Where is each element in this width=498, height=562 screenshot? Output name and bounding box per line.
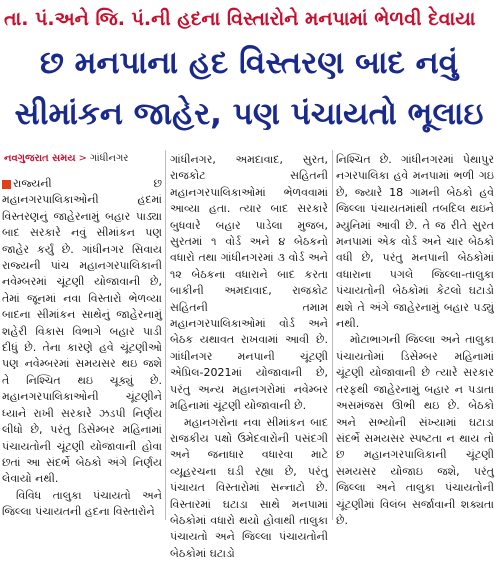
article-column-1 (2, 176, 162, 526)
kicker-headline: તા. પં.અને જિ. પં.ની હદના વિસ્તારોને મનપામાં ભેળવી દેવાયા (4, 2, 494, 36)
paragraph-text: રાજ્યની છ મહાનગરપાલિકાઓની હદમાં વિસ્તરણનું જાહેરનામું બહાર પાડ્યા બાદ સરકારે નવું સીમાંકન પણ જાહેર કર્યું છે. ગાંધીનગર સિવાય રાજ્યની પાંચ મહાનગરપાલિકાની નવેમ્બરમાં ચૂંટણી યોજાવાની છે, તેમાં જૂનમાં નવા વિસ્તારો ભેળવ્યા બાદના સીમાંકન સાથેનું જાહેરનામું શહેરી વિકાસ વિભાગે બહાર પાડી દીધું છે. તેના કારણે હવે ચૂંટણીઓ પણ નવેમ્બરમાં સમયસર થઇ જશે તે નિશ્ચિત થઇ ચૂક્યું છે. મહાનગરપાલિકાઓની ચૂંટણીને ધ્યાને રાખી સરકારે ઝડપી નિર્ણય લીધો છે, પરંતુ ડિસેમ્બર મહિનામાં પંચાયતોની ચૂંટણી યોજાવાની હોવા છતાં આ સંદર્ભે બેઠકો અંગે નિર્ણય લેવાયો નથી. (2, 177, 162, 485)
paragraph: મોટાભાગની જિલ્લા અને તાલુકા પંચાયતોમાં ડિસેમ્બર મહિનામાં ચૂંટણી યોજાવાની છે ત્યારે સરકાર તરફથી જાહેરનામું બહાર ન પડાતા અસમંજસ ઊભી થઇ છે. બેઠકો અને સભ્યોની સંખ્યામાં ઘટાડા સંદર્ભે સમયસર સ્પષ્ટતા ન થાય તો છ મહાનગરપાલિકાની ચૂંટણી સમયસર યોજાઇ જશે, પરંતુ જિલ્લા અને તાલુકા પંચાયતોની ચૂંટણીમાં વિલંબ સર્જાવાની શક્યતા છે. (336, 332, 494, 529)
byline-location: ગાંધીનગર (90, 153, 129, 164)
paragraph-marker-icon (2, 180, 11, 189)
paragraph: વિવિધ તાલુકા પંચાયતો અને જિલ્લા પંચાયતની હદના વિસ્તારોને (2, 488, 162, 521)
article-column-3 (336, 152, 494, 522)
byline-source: નવગુજરાત સમય (4, 153, 76, 164)
column-divider (165, 150, 166, 520)
byline (4, 150, 164, 168)
article-column-2 (170, 152, 328, 522)
paragraph: નિશ્ચિત છે. ગાંધીનગરમાં પેથાપુર નગરપાલિકા હવે મનપામાં ભળી ગઇ છે, જ્યારે 18 ગામની બેઠકો હવે જિલ્લા પંચાયતમાંથી તબદિલ થઇને મ્યુનિમાં આવી છે. તે જ રીતે સુરત મનપામાં એક વોર્ડ અને ચાર બેઠકો વધી છે, પરંતુ મનપાની બેઠકોમાં વધારાના પગલે જિલ્લા-તાલુકા પંચાયતોની બેઠકોમાં કેટલો ઘટાડો થશે તે અંગે જાહેરનામું બહાર પડ્યું નથી. (336, 152, 494, 332)
byline-separator: > (79, 153, 87, 164)
paragraph (2, 176, 162, 488)
main-headline-line-1: છ મનપાના હદ વિસ્તરણ બાદ નવું (4, 38, 494, 89)
paragraph: મહાનગરોના નવા સીમાંકન બાદ રાજકીય પક્ષો ઉમેદવારોની પસંદગી અને જનાધાર વધારવા માટે વ્યૂહરચના ઘડી રહ્યા છે, પરંતુ પંચાયત વિસ્તારોમાં સન્નાટો છે. વિસ્તારમાં ઘટાડા સાથે મનપામાં બેઠકોમાં વધારો થયો હોવાથી તાલુકા પંચાયતો અને જિલ્લા પંચાયતોની બેઠકોમાં ઘટાડો (170, 415, 328, 562)
paragraph: ગાંધીનગર, અમદાવાદ, સુરત, રાજકોટ સહિતની મહાનગરપાલિકાઓમાં ભેળવવામાં આવ્યા હતા. ત્યાર બાદ સરકારે બુધવારે બહાર પાડેલા મુજબ, સુરતમાં ૧ વોર્ડ અને ૪ બેઠકનો વધારો તથા ગાંધીનગરમાં ૩ વોર્ડ અને ૧૨ બેઠકના વધારાને બાદ કરતા બાકીની અમદાવાદ, રાજકોટ સહિતની તમામ મહાનગરપાલિકાઓમાં વોર્ડ અને બેઠક યથાવત રાખવામાં આવી છે. ગાંધીનગર મનપાની ચૂંટણી એપ્રિલ-2021માં યોજાવાની છે, પરંતુ અન્ય મહાનગરોમાં નવેમ્બર મહિનામાં ચૂંટણી યોજાવાની છે. (170, 152, 328, 415)
column-divider (332, 150, 333, 520)
main-headline-line-2: સીમાંકન જાહેર, પણ પંચાયતો ભૂલાઇ (4, 89, 494, 140)
main-headline (4, 38, 494, 140)
